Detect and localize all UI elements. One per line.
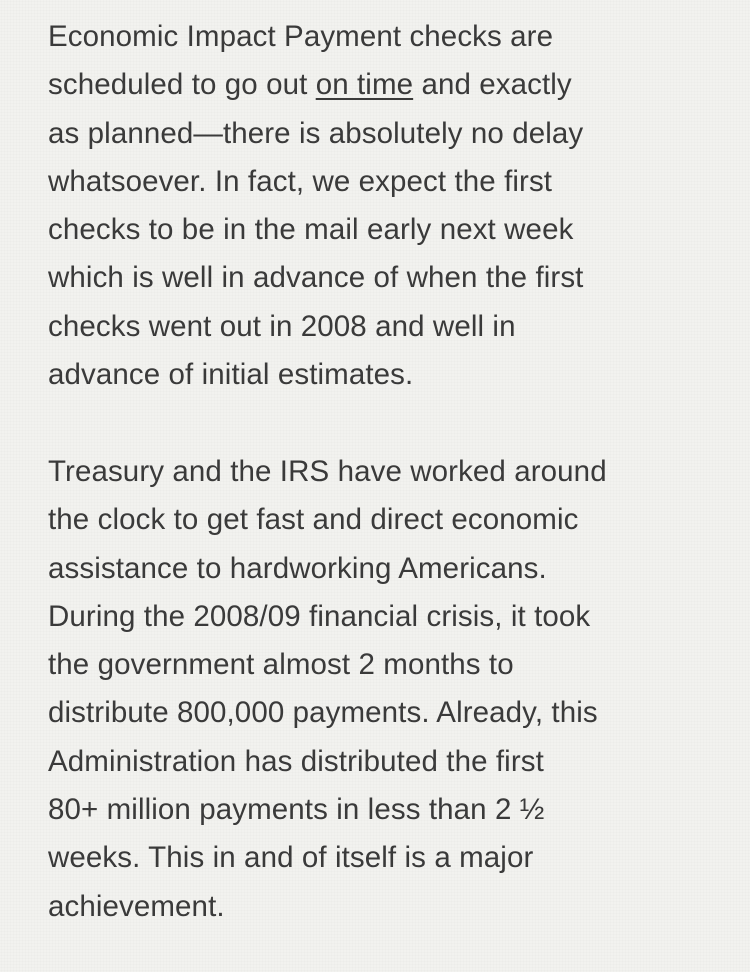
paragraph-treasury-irs bbox=[48, 448, 738, 931]
text-segment: and exactly bbox=[413, 68, 572, 102]
text-line: achievement. bbox=[48, 889, 225, 923]
text-line: as planned—there is absolutely no delay bbox=[48, 116, 584, 150]
text-line: the government almost 2 months to bbox=[48, 648, 514, 682]
text-line: which is well in advance of when the first bbox=[48, 261, 584, 295]
text-line: 80+ million payments in less than 2 ½ bbox=[48, 793, 545, 827]
text-line: Treasury and the IRS have worked around bbox=[48, 455, 607, 488]
text-line: assistance to hardworking Americans. bbox=[48, 551, 547, 585]
text-line: weeks. This in and of itself is a major bbox=[48, 841, 534, 875]
text-line: Administration has distributed the first bbox=[48, 744, 544, 778]
text-line: advance of initial estimates. bbox=[48, 358, 414, 392]
text-segment: scheduled to go out bbox=[48, 68, 316, 102]
text-line: checks to be in the mail early next week bbox=[48, 213, 574, 247]
text-line: whatsoever. In fact, we expect the first bbox=[48, 164, 553, 198]
text-line: Economic Impact Payment checks are bbox=[48, 20, 554, 53]
text-line: the clock to get fast and direct economic bbox=[48, 503, 579, 537]
underlined-text: on time bbox=[315, 68, 414, 102]
text-line: During the 2008/09 financial crisis, it took bbox=[48, 599, 591, 633]
text-line: checks went out in 2008 and well in bbox=[48, 309, 516, 343]
text-line bbox=[48, 61, 738, 109]
text-line: distribute 800,000 payments. Already, this bbox=[48, 696, 598, 730]
paragraph-on-time-checks bbox=[48, 13, 738, 399]
